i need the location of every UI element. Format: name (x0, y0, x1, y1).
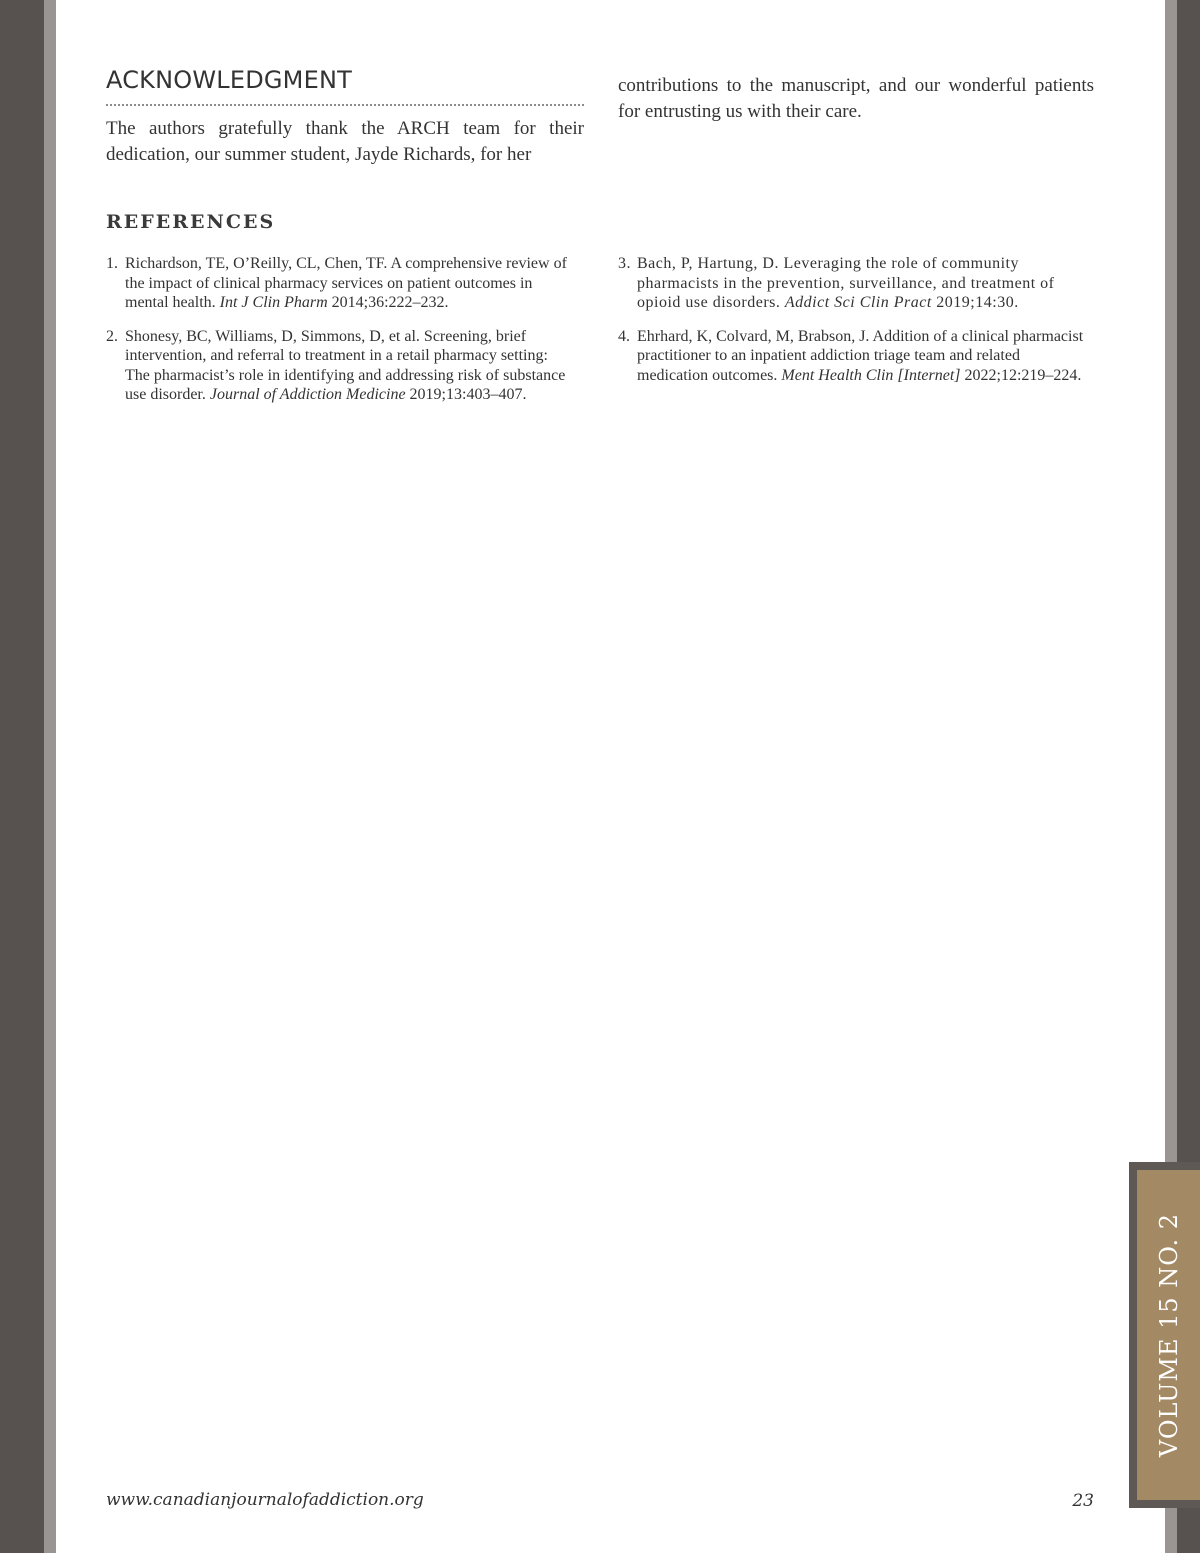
acknowledgment-left-column (106, 116, 584, 168)
reference-number: 3. (618, 255, 631, 272)
reference-text: Shonesy, BC, Williams, D, Simmons, D, et al. Screening, brief intervention, and referral to treatment in a retail pharmacy setting: The pharmacist’s role in identifying and addressing risk of substance use disorder. (125, 327, 566, 403)
reference-citation: 2019;14:30. (931, 294, 1019, 311)
reference-item (106, 327, 576, 405)
reference-number: 4. (618, 327, 630, 345)
reference-item (618, 327, 1088, 386)
reference-citation: 2014;36:222–232. (327, 294, 449, 311)
reference-journal: Int J Clin Pharm (219, 294, 328, 311)
references-right-column (618, 254, 1088, 399)
volume-tab (1129, 1162, 1200, 1508)
left-border-dark (0, 0, 44, 1553)
acknowledgment-heading: ACKNOWLEDGMENT (106, 66, 584, 106)
references-left-column (106, 254, 576, 419)
references-heading: REFERENCES (106, 211, 276, 233)
reference-list-left (106, 254, 576, 405)
reference-text: Bach, P, Hartung, D. Leveraging the role of community pharmacists in the prevention, surveillance, and treatment of opioid use disorders. (637, 255, 1055, 311)
journal-website-link[interactable]: www.canadianjournalofaddiction.org (106, 1490, 424, 1510)
volume-tab-panel (1137, 1170, 1200, 1500)
acknowledgment-right-column (618, 73, 1094, 125)
reference-number: 2. (106, 327, 118, 345)
reference-text: Richardson, TE, O’Reilly, CL, Chen, TF. A comprehensive review of the impact of clinical pharmacy services on patient outcomes in mental health. (125, 255, 567, 311)
reference-journal: Addict Sci Clin Pract (784, 294, 932, 311)
reference-number: 1. (106, 255, 118, 272)
page-number: 23 (1072, 1491, 1094, 1511)
acknowledgment-text-left: The authors gratefully thank the ARCH team for their dedication, our summer student, Jayde Richards, for her (106, 118, 584, 165)
reference-citation: 2019;13:403–407. (405, 386, 527, 403)
reference-item (106, 254, 576, 313)
acknowledgment-text-right: contributions to the manuscript, and our wonderful patients for entrusting us with their care. (618, 75, 1094, 122)
reference-list-right (618, 254, 1088, 385)
reference-journal: Ment Health Clin [Internet] (781, 366, 961, 384)
volume-label: VOLUME 15 NO. 2 (1154, 1212, 1183, 1458)
reference-text: Ehrhard, K, Colvard, M, Brabson, J. Addition of a clinical pharmacist practitioner to an inpatient addiction triage team and related medication outcomes. (637, 327, 1084, 384)
reference-citation: 2022;12:219–224. (960, 366, 1082, 384)
reference-item (618, 254, 1088, 313)
left-border-light (44, 0, 56, 1553)
reference-journal: Journal of Addiction Medicine (209, 386, 406, 403)
